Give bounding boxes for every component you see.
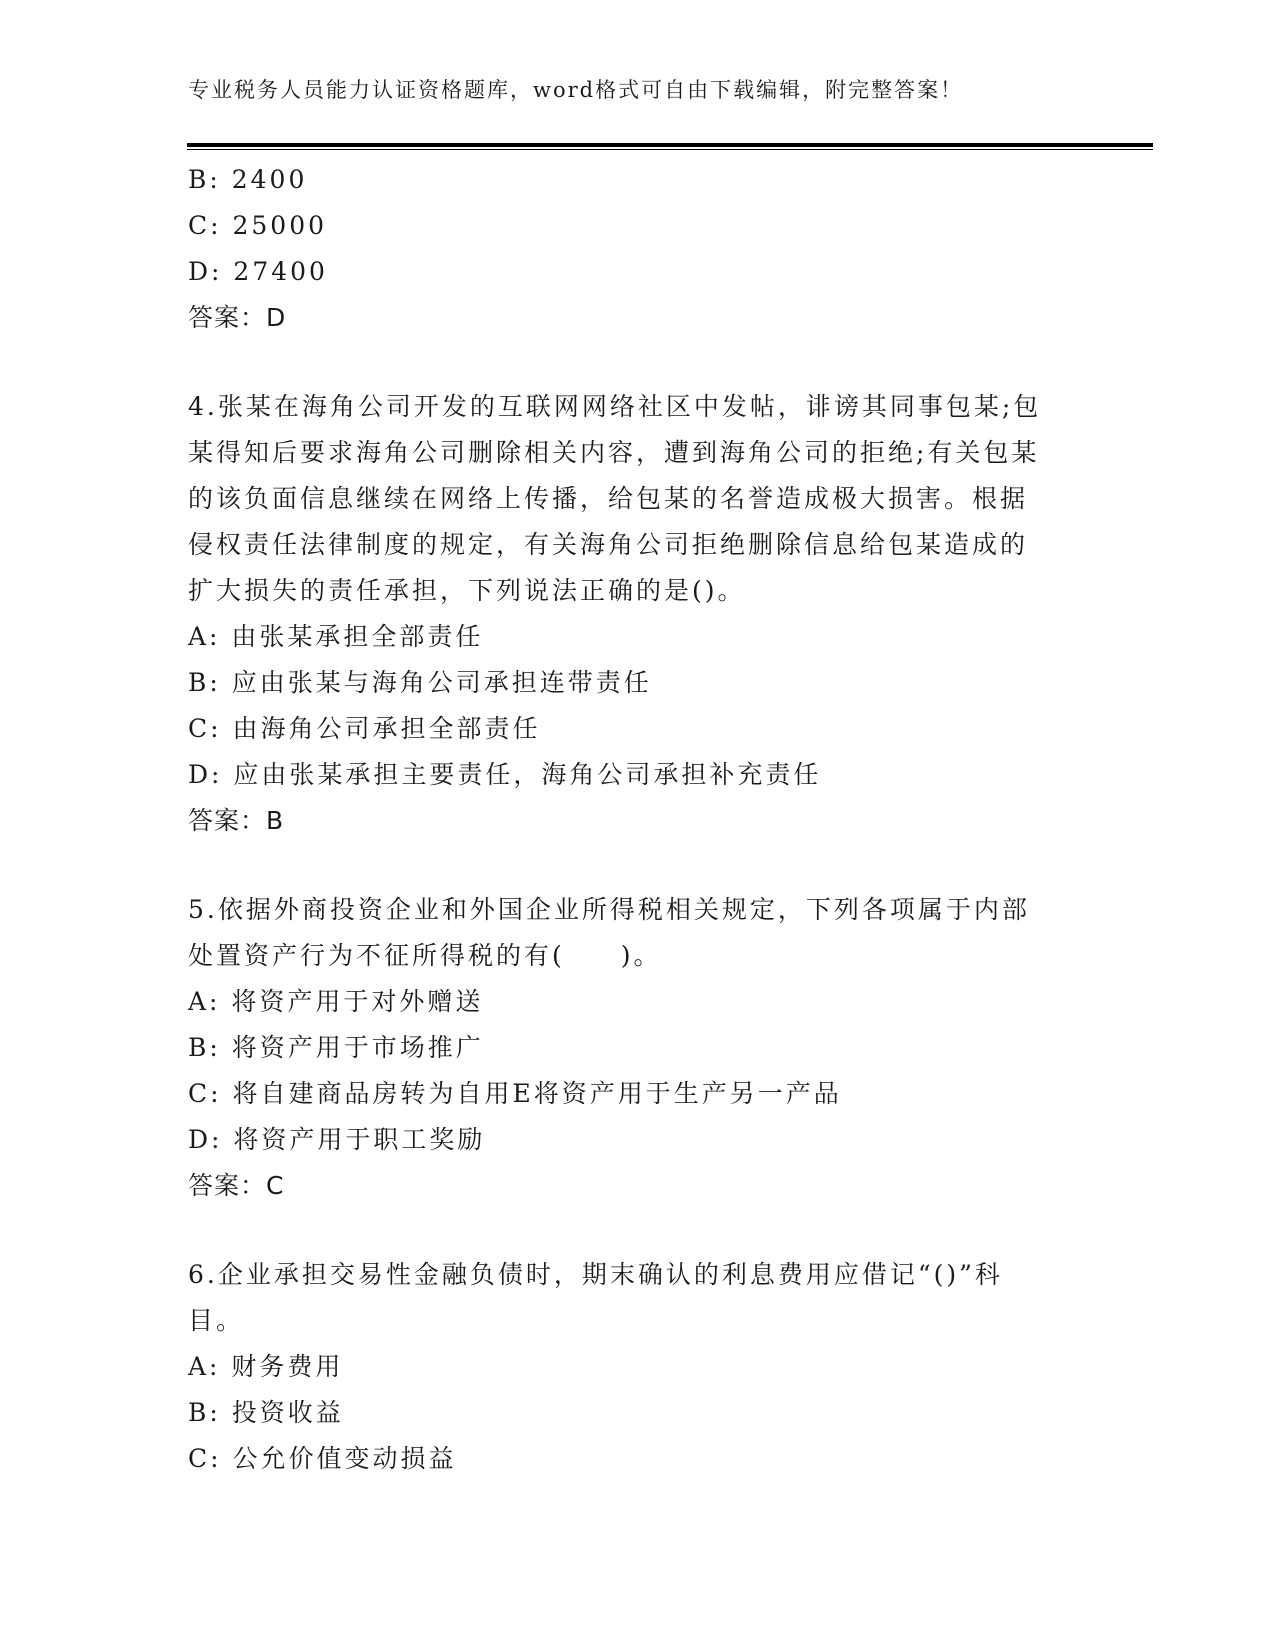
option-c: C: 25000 — [188, 211, 328, 240]
option-c: C: 由海角公司承担全部责任 — [188, 714, 541, 743]
option-d: D: 将资产用于职工奖励 — [188, 1125, 486, 1154]
option-a: A: 财务费用 — [188, 1352, 344, 1381]
question-text-line: 6.企业承担交易性金融负债时，期末确认的利息费用应借记“()”科 — [188, 1260, 1003, 1289]
option-b: B: 2400 — [188, 165, 308, 194]
answer-line: 答案：C — [188, 1171, 285, 1200]
option-b: B: 将资产用于市场推广 — [188, 1033, 484, 1062]
question-text-line: 扩大损失的责任承担，下列说法正确的是()。 — [188, 576, 746, 605]
question-block-4 — [188, 384, 1088, 844]
question-text-line: 4.张某在海角公司开发的互联网网络社区中发帖，诽谤其同事包某;包 — [188, 392, 1042, 421]
option-c: C: 公允价值变动损益 — [188, 1444, 457, 1473]
option-d: D: 应由张某承担主要责任，海角公司承担补充责任 — [188, 760, 822, 789]
header-rule-thin — [187, 149, 1153, 150]
page-header: 专业税务人员能力认证资格题库，word格式可自由下载编辑，附完整答案！ — [188, 78, 964, 102]
question-text-line: 侵权责任法律制度的规定，有关海角公司拒绝删除信息给包某造成的 — [188, 530, 1029, 559]
question-block-prev — [188, 157, 1088, 341]
answer-line: 答案：D — [188, 303, 287, 332]
option-a: A: 将资产用于对外赠送 — [188, 987, 484, 1016]
answer-line: 答案：B — [188, 806, 285, 835]
question-block-6 — [188, 1252, 1088, 1482]
header-rule-thick — [187, 143, 1153, 147]
option-c: C: 将自建商品房转为自用E将资产用于生产另一产品 — [188, 1079, 842, 1108]
question-text-line: 的该负面信息继续在网络上传播，给包某的名誉造成极大损害。根据 — [188, 484, 1029, 513]
option-b: B: 应由张某与海角公司承担连带责任 — [188, 668, 652, 697]
question-text-line: 处置资产行为不征所得税的有( )。 — [188, 941, 662, 970]
question-text-line: 某得知后要求海角公司删除相关内容，遭到海角公司的拒绝;有关包某 — [188, 438, 1040, 467]
option-a: A: 由张某承担全部责任 — [188, 622, 484, 651]
question-text-line: 5.依据外商投资企业和外国企业所得税相关规定，下列各项属于内部 — [188, 895, 1030, 924]
option-d: D: 27400 — [188, 257, 328, 286]
question-block-5 — [188, 887, 1088, 1209]
document-body — [188, 157, 1088, 1482]
option-b: B: 投资收益 — [188, 1398, 344, 1427]
question-text-line: 目。 — [188, 1306, 245, 1335]
